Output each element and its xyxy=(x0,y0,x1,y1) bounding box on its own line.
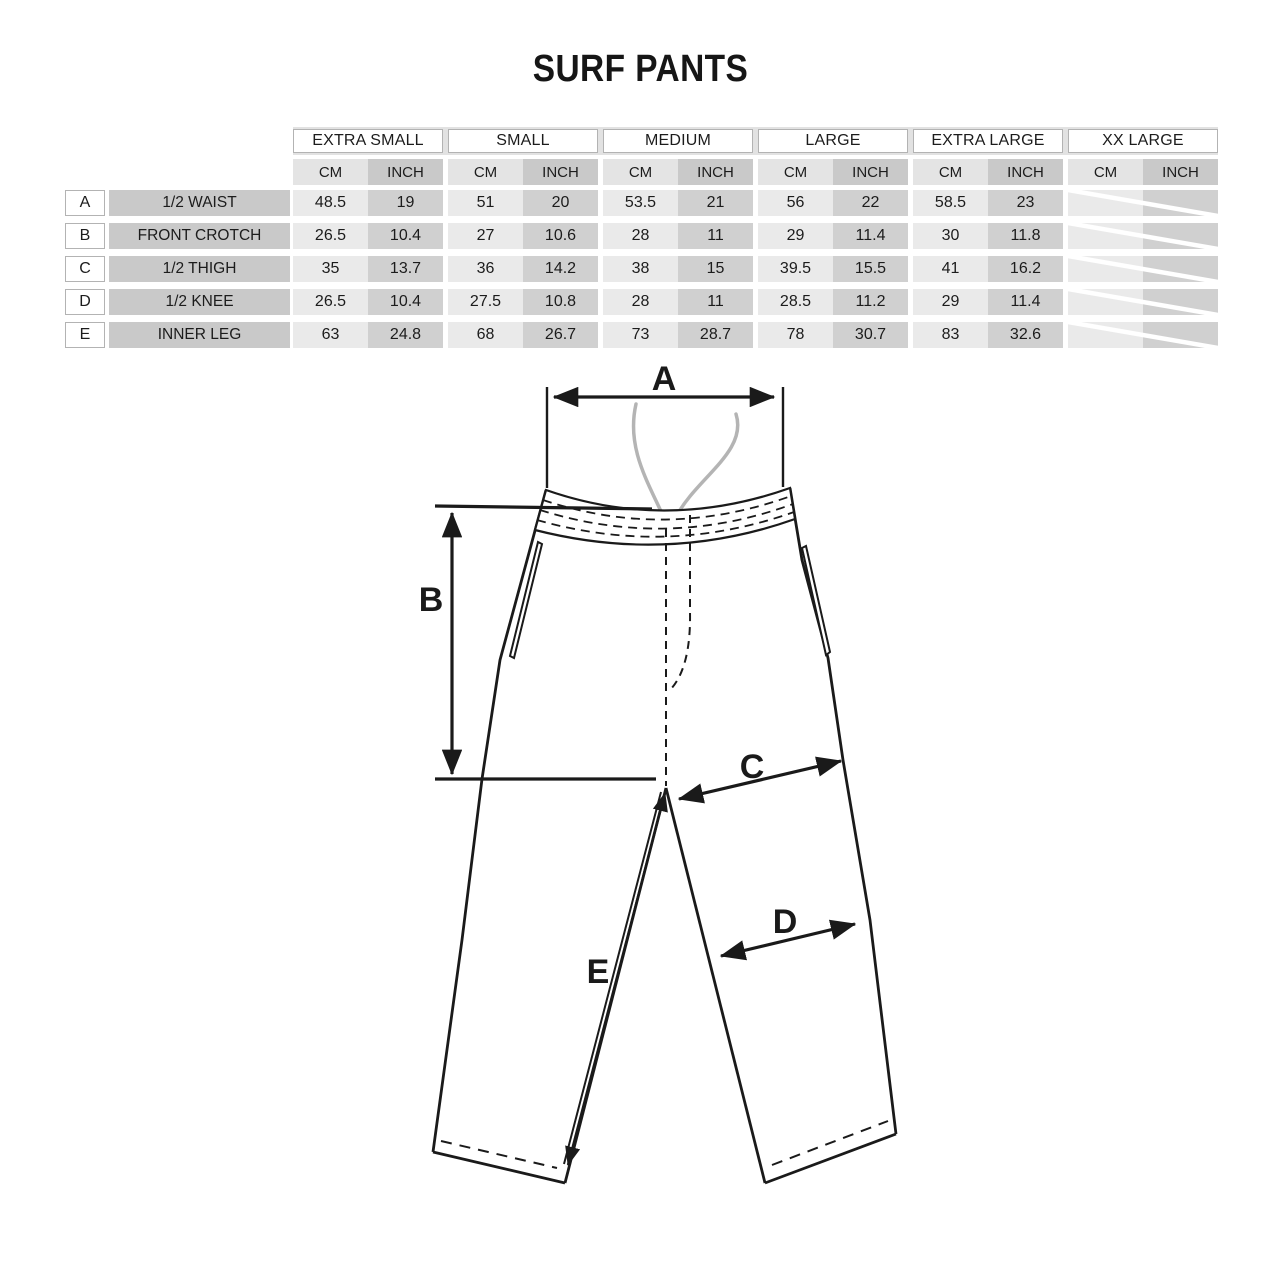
value-inch: 26.7 xyxy=(523,322,598,348)
value-cm: 35 xyxy=(293,256,368,282)
value-cm: 36 xyxy=(448,256,523,282)
unit-header-inch: INCH xyxy=(833,159,908,185)
dimension-c xyxy=(679,748,841,799)
row-label: 1/2 WAIST xyxy=(109,190,290,216)
value-cm: 68 xyxy=(448,322,523,348)
value-cm: 38 xyxy=(603,256,678,282)
dimension-d xyxy=(721,903,855,956)
value-inch: 11.8 xyxy=(988,223,1063,249)
unit-header-inch: INCH xyxy=(368,159,443,185)
drawstrings xyxy=(633,404,737,518)
value-inch: 13.7 xyxy=(368,256,443,282)
size-header-medium: MEDIUM xyxy=(603,129,753,153)
value-cm: 63 xyxy=(293,322,368,348)
dimension-a xyxy=(547,360,783,488)
value-cm: 51 xyxy=(448,190,523,216)
value-cm: 53.5 xyxy=(603,190,678,216)
dimension-e xyxy=(564,792,665,1165)
value-inch: 23 xyxy=(988,190,1063,216)
value-inch: 11.4 xyxy=(833,223,908,249)
unit-header-cm: CM xyxy=(603,159,678,185)
value-inch: 10.8 xyxy=(523,289,598,315)
unit-header-cm: CM xyxy=(758,159,833,185)
value-inch: 15.5 xyxy=(833,256,908,282)
value-inch: 32.6 xyxy=(988,322,1063,348)
row-label: 1/2 KNEE xyxy=(109,289,290,315)
unit-header-cm: CM xyxy=(293,159,368,185)
dim-c-label: C xyxy=(739,748,765,786)
size-header-large: LARGE xyxy=(758,129,908,153)
value-inch: 10.4 xyxy=(368,289,443,315)
value-inch: 20 xyxy=(523,190,598,216)
dim-e-label: E xyxy=(586,953,610,991)
dim-d-label: D xyxy=(772,903,798,941)
size-header-extra-small: EXTRA SMALL xyxy=(293,129,443,153)
value-cm: 83 xyxy=(913,322,988,348)
value-cm: 73 xyxy=(603,322,678,348)
value-inch: 28.7 xyxy=(678,322,753,348)
dim-e-arrow-parallel xyxy=(564,792,661,1164)
size-header-small: SMALL xyxy=(448,129,598,153)
value-inch: 22 xyxy=(833,190,908,216)
unit-header-cm: CM xyxy=(448,159,523,185)
size-header-xx-large: XX LARGE xyxy=(1068,129,1218,153)
value-inch: 11.2 xyxy=(833,289,908,315)
value-cm: 58.5 xyxy=(913,190,988,216)
value-inch: 11 xyxy=(678,289,753,315)
right-inseam xyxy=(666,788,765,1183)
unit-header-inch: INCH xyxy=(523,159,598,185)
left-hem xyxy=(433,1152,565,1183)
unit-header-inch: INCH xyxy=(1143,159,1218,185)
right-outseam xyxy=(790,488,896,1134)
value-cm: 30 xyxy=(913,223,988,249)
unit-header-cm: CM xyxy=(1068,159,1143,185)
value-cm: 29 xyxy=(913,289,988,315)
value-cm: 29 xyxy=(758,223,833,249)
unit-header-inch: INCH xyxy=(988,159,1063,185)
value-cm: 39.5 xyxy=(758,256,833,282)
left-hem-stitch xyxy=(441,1141,557,1168)
row-letter: E xyxy=(65,322,105,348)
value-cm: 26.5 xyxy=(293,289,368,315)
row-label: FRONT CROTCH xyxy=(109,223,290,249)
value-cm: 48.5 xyxy=(293,190,368,216)
unit-header-inch: INCH xyxy=(678,159,753,185)
value-cm: 27.5 xyxy=(448,289,523,315)
row-letter: C xyxy=(65,256,105,282)
value-inch: 10.4 xyxy=(368,223,443,249)
dim-b-label: B xyxy=(418,581,444,619)
size-header-extra-large: EXTRA LARGE xyxy=(913,129,1063,153)
right-pocket-slit xyxy=(802,546,830,655)
value-inch: 10.6 xyxy=(523,223,598,249)
pants-outline xyxy=(433,488,896,1183)
value-inch: 14.2 xyxy=(523,256,598,282)
row-letter: B xyxy=(65,223,105,249)
drawstring-left xyxy=(633,404,664,518)
value-cm: 28 xyxy=(603,289,678,315)
value-inch: 19 xyxy=(368,190,443,216)
fly-stitching xyxy=(666,515,690,786)
row-label: 1/2 THIGH xyxy=(109,256,290,282)
value-inch: 30.7 xyxy=(833,322,908,348)
value-inch: 11.4 xyxy=(988,289,1063,315)
value-cm: 26.5 xyxy=(293,223,368,249)
page-title: SURF PANTS xyxy=(532,48,748,90)
value-cm: 28.5 xyxy=(758,289,833,315)
value-inch: 21 xyxy=(678,190,753,216)
value-inch: 16.2 xyxy=(988,256,1063,282)
right-hem xyxy=(765,1134,896,1183)
drawstring-right xyxy=(676,414,738,517)
value-cm: 28 xyxy=(603,223,678,249)
value-cm: 56 xyxy=(758,190,833,216)
row-letter: A xyxy=(65,190,105,216)
value-inch: 24.8 xyxy=(368,322,443,348)
value-inch: 15 xyxy=(678,256,753,282)
unit-header-cm: CM xyxy=(913,159,988,185)
row-label: INNER LEG xyxy=(109,322,290,348)
dim-b-top-line xyxy=(435,506,652,509)
value-inch: 11 xyxy=(678,223,753,249)
value-cm: 78 xyxy=(758,322,833,348)
dim-a-label: A xyxy=(651,360,677,398)
row-letter: D xyxy=(65,289,105,315)
dim-e-arrow xyxy=(568,793,665,1165)
value-cm: 41 xyxy=(913,256,988,282)
value-cm: 27 xyxy=(448,223,523,249)
